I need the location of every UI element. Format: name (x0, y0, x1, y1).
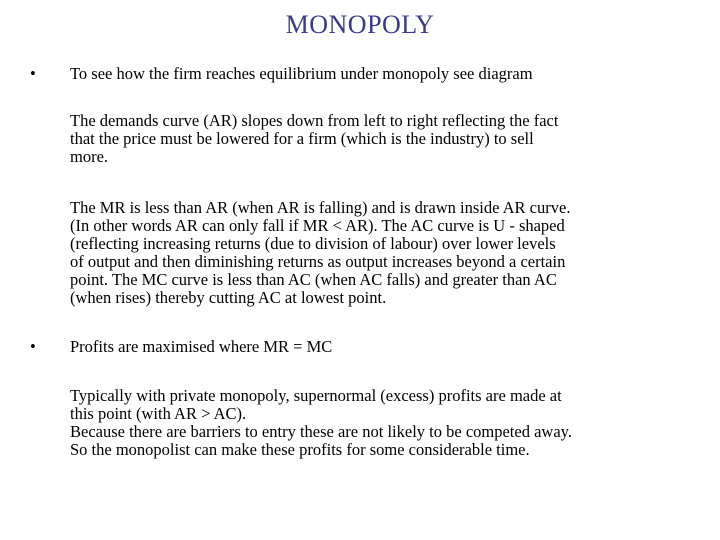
paragraph-mr-ac-curves (70, 199, 690, 307)
paragraph-line: (when rises) thereby cutting AC at lowest point. (70, 288, 387, 307)
paragraph-line: point. The MC curve is less than AC (when AC falls) and greater than AC (70, 270, 557, 289)
paragraph-line: (reflecting increasing returns (due to division of labour) over lower levels (70, 234, 556, 253)
paragraph-line: Typically with private monopoly, supernormal (excess) profits are made at (70, 386, 562, 405)
paragraph-line: (In other words AR can only fall if MR < AR). The AC curve is U - shaped (70, 216, 565, 235)
paragraph-line: The demands curve (AR) slopes down from left to right reflecting the fact (70, 111, 559, 130)
bullet-text: To see how the firm reaches equilibrium under monopoly see diagram (70, 64, 533, 83)
paragraph-line: The MR is less than AR (when AR is falling) and is drawn inside AR curve. (70, 198, 571, 217)
paragraph-line: Because there are barriers to entry these are not likely to be competed away. (70, 422, 572, 441)
paragraph-line: So the monopolist can make these profits for some considerable time. (70, 440, 530, 459)
bullet-text: Profits are maximised where MR = MC (70, 337, 333, 356)
paragraph-supernormal-profits (70, 387, 690, 459)
paragraph-line: that the price must be lowered for a firm (which is the industry) to sell (70, 129, 534, 148)
paragraph-line: of output and then diminishing returns as output increases beyond a certain (70, 252, 566, 271)
paragraph-line: more. (70, 147, 109, 166)
bullet-icon: • (30, 64, 36, 83)
paragraph-demand-curve (70, 112, 690, 166)
paragraph-line: this point (with AR > AC). (70, 404, 247, 423)
slide-title: MONOPOLY (285, 10, 435, 39)
bullet-icon: • (30, 337, 36, 356)
